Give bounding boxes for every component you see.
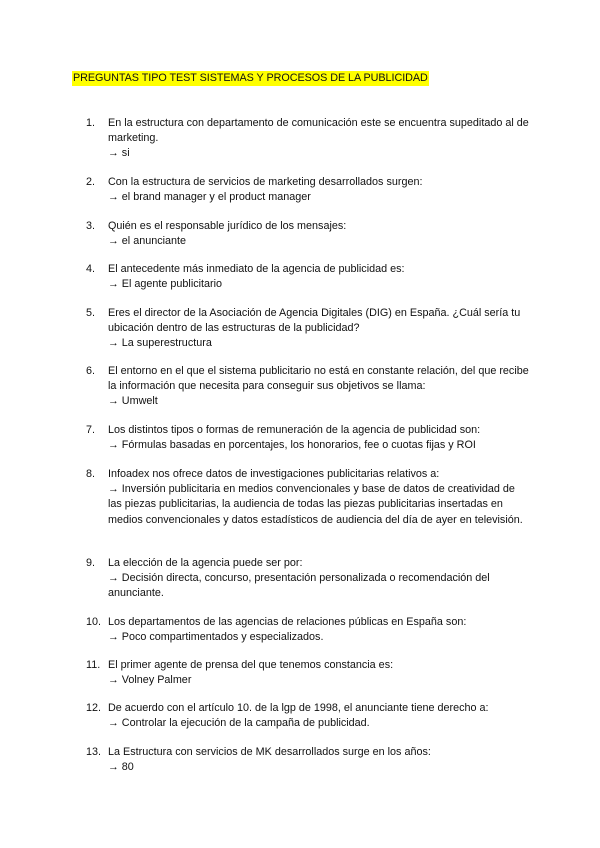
question-number: 12.	[86, 702, 102, 714]
question-answer: → el anunciante	[108, 235, 187, 248]
question-number: 11.	[86, 659, 101, 671]
question-answer: → 80	[108, 761, 134, 774]
question-answer: → el brand manager y el product manager	[108, 191, 311, 204]
question-answer: → Controlar la ejecución de la campaña de publicidad.	[108, 717, 370, 730]
question-number: 1.	[86, 117, 96, 129]
question-text: Quién es el responsable jurídico de los mensajes:	[108, 220, 347, 232]
question-item-11	[86, 658, 530, 688]
question-item-13	[86, 745, 530, 775]
question-text: Los departamentos de las agencias de relaciones públicas en España son:	[108, 616, 467, 628]
question-number: 10.	[86, 616, 102, 628]
question-text: Con la estructura de servicios de marketing desarrollados surgen:	[108, 176, 423, 188]
question-item-5	[86, 306, 530, 352]
question-text: La Estructura con servicios de MK desarrollados surge en los años:	[108, 746, 431, 758]
question-answer: → Volney Palmer	[108, 674, 192, 687]
question-item-1	[86, 116, 530, 162]
question-item-3	[86, 219, 530, 249]
question-number: 2.	[86, 176, 96, 188]
question-number: 8.	[86, 468, 96, 480]
question-text: El entorno en el que el sistema publicitario no está en constante relación, del que recibe la información que necesita para conseguir sus objetivos se llama:	[108, 365, 529, 393]
question-text: El antecedente más inmediato de la agencia de publicidad es:	[108, 263, 405, 275]
question-item-2	[86, 175, 530, 205]
question-number: 13.	[86, 746, 102, 758]
question-text: De acuerdo con el artículo 10. de la lgp de 1998, el anunciante tiene derecho a:	[108, 702, 489, 714]
question-item-12	[86, 701, 530, 731]
question-number: 9.	[86, 557, 96, 569]
question-item-6	[86, 364, 530, 410]
question-item-9	[86, 556, 530, 602]
question-text: El primer agente de prensa del que tenemos constancia es:	[108, 659, 394, 671]
question-number: 3.	[86, 220, 96, 232]
question-text: La elección de la agencia puede ser por:	[108, 557, 303, 569]
question-item-4	[86, 262, 530, 292]
question-item-7	[86, 423, 530, 453]
question-answer: → Inversión publicitaria en medios convencionales y base de datos de creatividad de las piezas publicitarias, la audiencia de todas las piezas publicitarias insertadas en medios convencionales y datos estadísticos de audiencia del día de ayer en televisión.	[108, 483, 523, 526]
question-text: En la estructura con departamento de comunicación este se encuentra supeditado al de marketing.	[108, 117, 529, 145]
question-text: Los distintos tipos o formas de remuneración de la agencia de publicidad son:	[108, 424, 481, 436]
question-item-8	[86, 467, 530, 528]
question-number: 6.	[86, 365, 96, 377]
question-answer: → Decisión directa, concurso, presentación personalizada o recomendación del anunciante.	[108, 572, 490, 600]
document-title: PREGUNTAS TIPO TEST SISTEMAS Y PROCESOS DE LA PUBLICIDAD	[73, 72, 428, 84]
question-text: Infoadex nos ofrece datos de investigaciones publicitarias relativos a:	[108, 468, 440, 480]
question-answer: → Fórmulas basadas en porcentajes, los honorarios, fee o cuotas fijas y ROI	[108, 439, 476, 452]
question-answer: → Poco compartimentados y especializados.	[108, 631, 324, 644]
question-item-10	[86, 615, 530, 645]
question-number: 5.	[86, 307, 96, 319]
question-answer: → La superestructura	[108, 337, 212, 350]
question-number: 4.	[86, 263, 96, 275]
question-text: Eres el director de la Asociación de Agencia Digitales (DIG) en España. ¿Cuál sería tu ubicación dentro de las estructuras de la publicidad?	[108, 307, 521, 335]
question-answer: → El agente publicitario	[108, 278, 223, 291]
question-answer: → si	[108, 147, 130, 160]
question-number: 7.	[86, 424, 96, 436]
question-answer: → Umwelt	[108, 395, 158, 408]
